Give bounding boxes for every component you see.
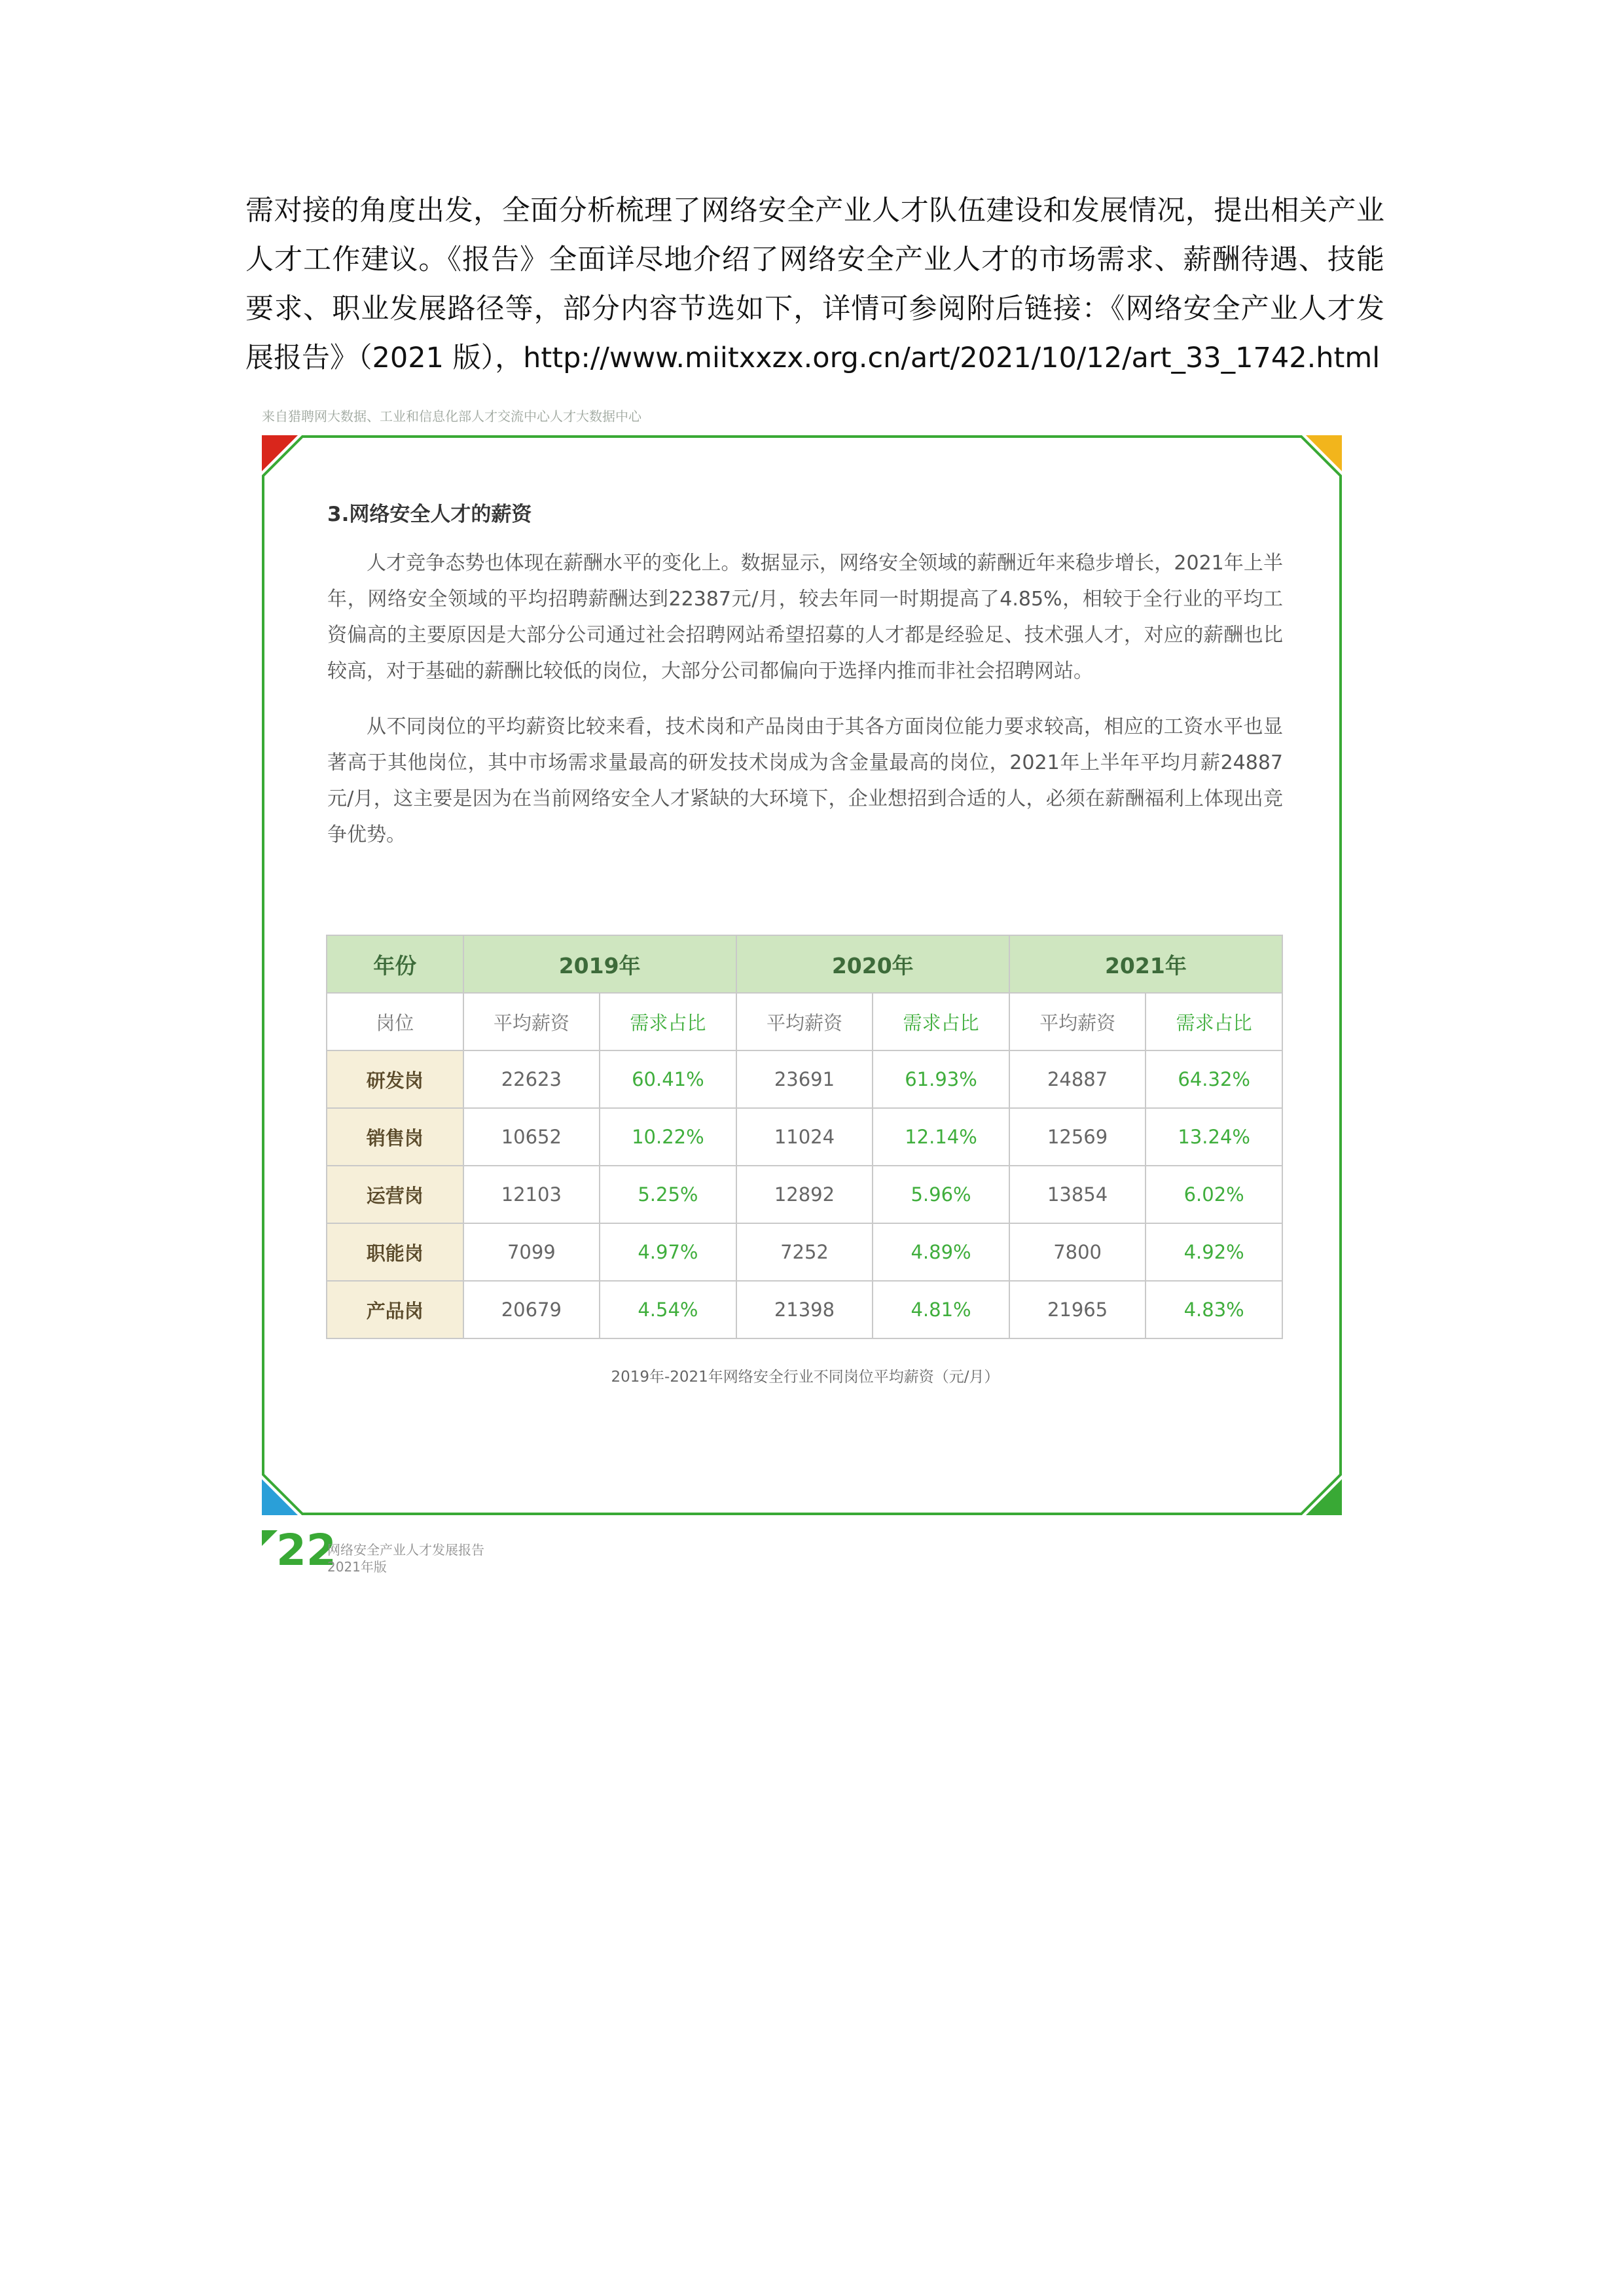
demand-cell: 5.96% (873, 1166, 1009, 1223)
demand-cell: 64.32% (1146, 1050, 1282, 1108)
demand-cell: 61.93% (873, 1050, 1009, 1108)
salary-cell: 24887 (1009, 1050, 1146, 1108)
demand-cell: 13.24% (1146, 1108, 1282, 1166)
salary-cell: 13854 (1009, 1166, 1146, 1223)
table-row (327, 1050, 1282, 1108)
row-position: 研发岗 (327, 1050, 463, 1108)
demand-header: 需求占比 (600, 993, 736, 1050)
excerpt-paragraph-2: 从不同岗位的平均薪资比较来看，技术岗和产品岗由于其各方面岗位能力要求较高，相应的工资水平也显著高于其他岗位，其中市场需求量最高的研发技术岗成为含金量最高的岗位，2021年上半年平均月薪24887元/月，这主要是因为在当前网络安全人才紧缺的大环境下，企业想招到合适的人，必须在薪酬福利上体现出竞争优势。 (327, 715, 1283, 846)
salary-table (326, 935, 1283, 1339)
demand-cell: 4.81% (873, 1281, 1009, 1338)
footer-edition: 2021年版 (327, 1559, 387, 1575)
demand-cell: 10.22% (600, 1108, 736, 1166)
salary-cell: 10652 (463, 1108, 600, 1166)
salary-header: 平均薪资 (736, 993, 873, 1050)
year-2021-header: 2021年 (1009, 935, 1282, 993)
salary-cell: 21398 (736, 1281, 873, 1338)
page-number: 22 (276, 1525, 336, 1575)
row-position: 职能岗 (327, 1223, 463, 1281)
salary-cell: 12892 (736, 1166, 873, 1223)
salary-header: 平均薪资 (463, 993, 600, 1050)
demand-cell: 12.14% (873, 1108, 1009, 1166)
salary-cell: 11024 (736, 1108, 873, 1166)
row-position: 产品岗 (327, 1281, 463, 1338)
demand-cell: 6.02% (1146, 1166, 1282, 1223)
demand-cell: 4.54% (600, 1281, 736, 1338)
demand-cell: 4.89% (873, 1223, 1009, 1281)
row-position: 销售岗 (327, 1108, 463, 1166)
footer-report-title: 网络安全产业人才发展报告 (327, 1542, 484, 1558)
table-row (327, 1223, 1282, 1281)
section-title: 3.网络安全人才的薪资 (327, 503, 532, 526)
salary-cell: 22623 (463, 1050, 600, 1108)
salary-cell: 20679 (463, 1281, 600, 1338)
salary-cell: 23691 (736, 1050, 873, 1108)
table-row (327, 1281, 1282, 1338)
demand-cell: 4.97% (600, 1223, 736, 1281)
salary-cell: 7099 (463, 1223, 600, 1281)
demand-cell: 4.92% (1146, 1223, 1282, 1281)
corner-yellow-triangle (1306, 435, 1342, 471)
salary-cell: 7800 (1009, 1223, 1146, 1281)
corner-red-triangle (262, 435, 298, 471)
position-header: 岗位 (327, 993, 463, 1050)
table-caption: 2019年-2021年网络安全行业不同岗位平均薪资（元/月） (611, 1369, 1000, 1386)
salary-cell: 7252 (736, 1223, 873, 1281)
image-source-note: 来自猎聘网大数据、工业和信息化部人才交流中心人才大数据中心 (262, 408, 641, 424)
demand-header: 需求占比 (873, 993, 1009, 1050)
table-row (327, 1108, 1282, 1166)
salary-cell: 12103 (463, 1166, 600, 1223)
demand-cell: 60.41% (600, 1050, 736, 1108)
salary-header: 平均薪资 (1009, 993, 1146, 1050)
corner-green-triangle (1306, 1479, 1342, 1515)
demand-header: 需求占比 (1146, 993, 1282, 1050)
year-header: 年份 (327, 935, 463, 993)
excerpt-content (327, 497, 1283, 872)
intro-paragraph: 需对接的角度出发，全面分析梳理了网络安全产业人才队伍建设和发展情况，提出相关产业人才工作建议。《报告》全面详尽地介绍了网络安全产业人才的市场需求、薪酬待遇、技能要求、职业发展路径等，部分内容节选如下，详情可参阅附后链接：《网络安全产业人才发展报告》（2021 版），http://www.miitxxzx.org.cn/art/2021/10/12/art_33_1742.html (245, 194, 1384, 374)
corner-blue-triangle (262, 1479, 298, 1515)
salary-cell: 21965 (1009, 1281, 1146, 1338)
demand-cell: 5.25% (600, 1166, 736, 1223)
table-row (327, 1166, 1282, 1223)
salary-cell: 12569 (1009, 1108, 1146, 1166)
demand-cell: 4.83% (1146, 1281, 1282, 1338)
footer-corner-icon (262, 1530, 278, 1546)
row-position: 运营岗 (327, 1166, 463, 1223)
year-2019-header: 2019年 (463, 935, 736, 993)
year-2020-header: 2020年 (736, 935, 1009, 993)
excerpt-paragraph-1: 人才竞争态势也体现在薪酬水平的变化上。数据显示，网络安全领域的薪酬近年来稳步增长，2021年上半年，网络安全领域的平均招聘薪酬达到22387元/月，较去年同一时期提高了4.85%，相较于全行业的平均工资偏高的主要原因是大部分公司通过社会招聘网站希望招募的人才都是经验足、技术强人才，对应的薪酬也比较高，对于基础的薪酬比较低的岗位，大部分公司都偏向于选择内推而非社会招聘网站。 (327, 552, 1283, 683)
